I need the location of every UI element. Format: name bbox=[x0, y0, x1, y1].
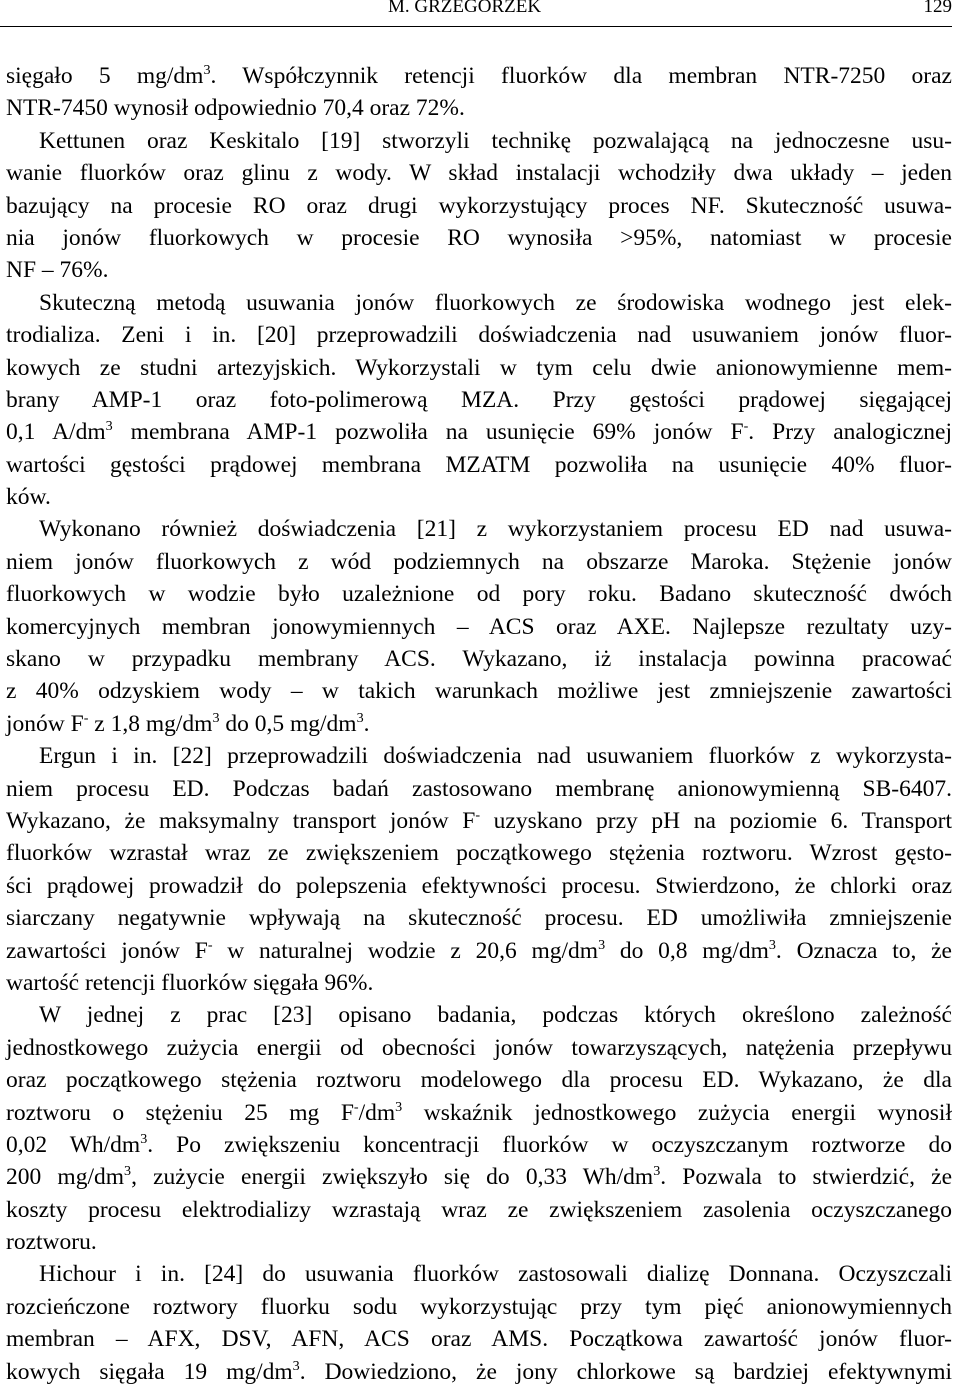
text-line: membran – AFX, DSV, AFN, ACS oraz AMS. Początkowa zawartość jonów fluor- bbox=[6, 1326, 952, 1353]
text-line: jonów F- z 1,8 $mg/dm^3$ do 0,5 $mg/dm^3$. bbox=[6, 709, 370, 737]
text-line: fluorkowych w wodzie było uzależnione od pory roku. Badano skuteczność dwóch bbox=[6, 581, 952, 608]
text-line: fluorków wzrastał wraz ze zwiększeniem początkowego stężenia roztworu. Wzrost gęsto- bbox=[6, 840, 952, 867]
text-line: jednostkowego zużycia energii od obecności jonów towarzyszących, natężenia przepływu bbox=[6, 1034, 952, 1061]
text-line: trodializa. Zeni i in. [20] przeprowadzili doświadczenia nad usuwaniem jonów fluor- bbox=[6, 322, 952, 349]
text-line: wartość retencji fluorków sięgała 96%. bbox=[6, 969, 374, 996]
text-line: komercyjnych membran jonowymiennych – ACS oraz AXE. Najlepsze rezultaty uzy- bbox=[6, 613, 952, 640]
text-line: koszty procesu elektrodializy wzrastają wraz ze zwiększeniem zasolenia oczyszczanego bbox=[6, 1196, 952, 1223]
text-line: sięgało 5 $mg/dm^3$. Współczynnik retencji fluorków dla membran NTR-7250 oraz bbox=[6, 62, 952, 89]
text-line: z 40% odzyskiem wody – w takich warunkach możliwe jest zmniejszenie zawartości bbox=[6, 678, 952, 705]
text-line: niem procesu ED. Podczas badań zastosowano membranę anionowymienną SB-6407. bbox=[6, 775, 952, 802]
text-line: NTR-7450 wynosił odpowiednio 70,4 oraz 72%. bbox=[6, 95, 465, 122]
text-line: Hichour i in. [24] do usuwania fluorków zastosowali dializę Donnana. Oczyszczali bbox=[39, 1261, 952, 1288]
text-line: Wykonano również doświadczenia [21] z wykorzystaniem procesu ED nad usuwa- bbox=[39, 516, 952, 543]
text-line: NF – 76%. bbox=[6, 257, 109, 284]
text-line: nia jonów fluorkowych w procesie RO wynosiła >95%, natomiast w procesie bbox=[6, 224, 952, 251]
text-line: wanie fluorków oraz glinu z wody. W skład instalacji wchodziły dwa układy – jeden bbox=[6, 160, 952, 187]
text-line: wartości gęstości prądowej membrana MZATM pozwoliła na usunięcie 40% fluor- bbox=[6, 451, 952, 478]
text-line: brany AMP-1 oraz foto-polimerową MZA. Przy gęstości prądowej sięgającej bbox=[6, 386, 952, 413]
text-line: Wykazano, że maksymalny transport jonów F- uzyskano przy pH na poziomie 6. Transport bbox=[6, 807, 952, 834]
page-number: 129 bbox=[923, 0, 952, 17]
running-header bbox=[0, 0, 952, 27]
text-line: roztworu o stężeniu 25 mg $F^-/dm^3$ wskaźnik jednostkowego zużycia energii wynosił bbox=[6, 1098, 952, 1126]
text-line: oraz początkowego stężenia roztworu modelowego dla procesu ED. Wykazano, że dla bbox=[6, 1067, 952, 1094]
text-line: Kettunen oraz Keskitalo [19] stworzyli technikę pozwalającą na jednoczesne usu- bbox=[39, 127, 952, 154]
text-line: bazujący na procesie RO oraz drugi wykorzystujący proces NF. Skuteczność usuwa- bbox=[6, 192, 952, 219]
text-line: kowych sięgała 19 $mg/dm^3$. Dowiedziono, że jony chlorkowe są bardziej efektywnymi bbox=[6, 1357, 952, 1385]
text-line: 0,1 $A/dm^3$ membrana AMP-1 pozwoliła na usunięcie 69% jonów F-. Przy analogicznej bbox=[6, 418, 952, 446]
text-line: roztworu. bbox=[6, 1229, 97, 1256]
text-line: 200 $mg/dm^3$, zużycie energii zwiększyło się do 0,33 $Wh/dm^3$. Pozwala to stwierdzić, że bbox=[6, 1163, 952, 1191]
text-line: W jednej z prac [23] opisano badania, podczas których określono zależność bbox=[39, 1002, 952, 1029]
text-line: ków. bbox=[6, 484, 51, 511]
text-line: 0,02 $Wh/dm^3$. Po zwiększeniu koncentracji fluorków w oczyszczanym roztworze do bbox=[6, 1131, 952, 1158]
text-line: skano w przypadku membrany ACS. Wykazano, iż instalacja powinna pracować bbox=[6, 646, 952, 673]
header-author: M. GRZEGORZEK bbox=[388, 0, 542, 17]
text-line: kowych ze studni artezyjskich. Wykorzystali w tym celu dwie anionowymienne mem- bbox=[6, 354, 952, 381]
text-line: zawartości jonów F- w naturalnej wodzie z 20,6 $mg/dm^3$ do 0,8 $mg/dm^3$. Oznacza to, że bbox=[6, 936, 952, 964]
text-line: siarczany negatywnie wpływają na skuteczność procesu. ED umożliwiła zmniejszenie bbox=[6, 905, 952, 932]
text-line: niem jonów fluorkowych z wód podziemnych na obszarze Maroka. Stężenie jonów bbox=[6, 548, 952, 575]
text-line: rozcieńczone roztwory fluorku sodu wykorzystując przy tym pięć anionowymiennych bbox=[6, 1293, 952, 1320]
text-line: Ergun i in. [22] przeprowadzili doświadczenia nad usuwaniem fluorków z wykorzysta- bbox=[39, 743, 952, 770]
text-line: ści prądowej prowadził do polepszenia efektywności procesu. Stwierdzono, że chlorki oraz bbox=[6, 872, 952, 899]
body-text bbox=[6, 60, 952, 1388]
text-line: Skuteczną metodą usuwania jonów fluorkowych ze środowiska wodnego jest elek- bbox=[39, 289, 952, 316]
